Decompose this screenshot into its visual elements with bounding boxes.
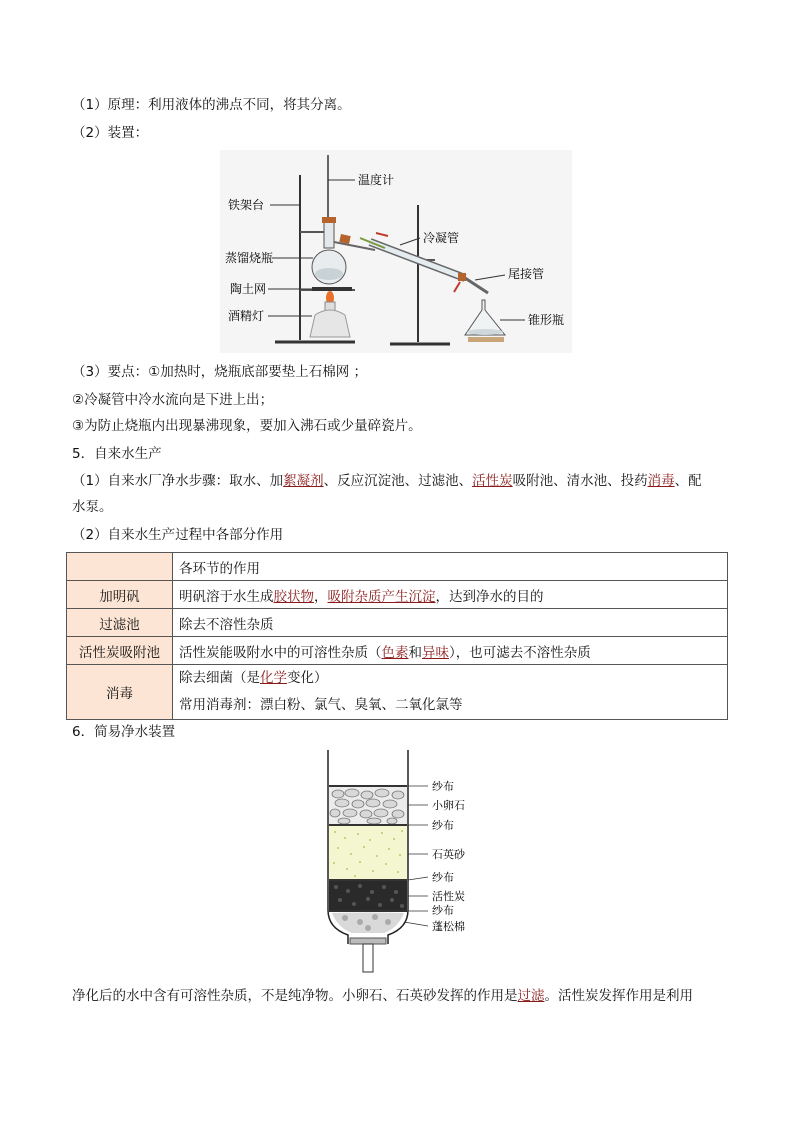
row-text-carbon bbox=[173, 637, 728, 665]
label-flask: 蒸馏烧瓶 bbox=[225, 251, 274, 265]
row-text-disinfect bbox=[173, 665, 728, 720]
steps-keyword-flocculant: 絮凝剂 bbox=[283, 473, 324, 489]
simple-purifier-diagram bbox=[320, 750, 480, 978]
principle-text: （1）原理：利用液体的沸点不同，将其分离。 bbox=[72, 97, 351, 113]
row-head-filter: 过滤池 bbox=[67, 609, 173, 637]
label-carbon: 活性炭 bbox=[432, 890, 465, 903]
label-adapter: 尾接管 bbox=[508, 267, 545, 281]
row-head-alum: 加明矾 bbox=[67, 581, 173, 609]
apparatus-heading: （2）装置： bbox=[72, 125, 149, 141]
disinfect-text-b: 变化） bbox=[287, 670, 328, 686]
alum-text-c: ，达到净水的目的 bbox=[435, 588, 544, 605]
carbon-text-b: 和 bbox=[408, 644, 422, 661]
table-row bbox=[67, 637, 728, 665]
label-pebbles: 小卵石 bbox=[432, 799, 465, 812]
steps-part-e: 水泵。 bbox=[72, 499, 113, 515]
steps-part-d: 、配 bbox=[674, 473, 702, 489]
table-row bbox=[67, 581, 728, 609]
steps-part-b: 、反应沉淀池、过滤池、 bbox=[323, 473, 473, 489]
label-gauze-1: 纱布 bbox=[432, 780, 454, 793]
disinfect-keyword-chemical: 化学 bbox=[260, 670, 287, 686]
row-head-disinfect: 消毒 bbox=[67, 665, 173, 720]
row-text-filter: 除去不溶性杂质 bbox=[173, 609, 728, 637]
alum-text-b: ， bbox=[314, 588, 328, 605]
steps-part-c: 吸附池、清水池、投药 bbox=[512, 473, 648, 489]
label-conical-flask: 锥形瓶 bbox=[528, 313, 565, 327]
points-1: （3）要点：①加热时，烧瓶底部要垫上石棉网 ； bbox=[72, 364, 367, 380]
label-lamp: 酒精灯 bbox=[228, 309, 265, 323]
label-condenser: 冷凝管 bbox=[423, 231, 460, 245]
label-gauze-2: 纱布 bbox=[432, 819, 454, 832]
alum-text-a: 明矾溶于水生成 bbox=[179, 588, 274, 605]
table-row bbox=[67, 665, 728, 720]
carbon-keyword-pigment: 色素 bbox=[381, 644, 409, 661]
table-row bbox=[67, 609, 728, 637]
label-gauze-3: 纱布 bbox=[432, 871, 454, 884]
points-2: ②冷凝管中冷水流向是下进上出； bbox=[72, 392, 274, 408]
alum-keyword-colloid: 胶状物 bbox=[273, 588, 314, 605]
simple-purifier-heading: 6．简易净水装置 bbox=[72, 724, 176, 740]
points-3: ③为防止烧瓶内出现暴沸现象，要加入沸石或少量碎瓷片。 bbox=[72, 418, 422, 434]
distillation-diagram bbox=[220, 150, 572, 353]
label-iron-stand: 铁架台 bbox=[228, 198, 265, 212]
alum-keyword-adsorb: 吸附杂质产生沉淀 bbox=[327, 588, 436, 605]
row-head-carbon: 活性炭吸附池 bbox=[67, 637, 173, 665]
table-corner-cell bbox=[67, 553, 173, 581]
disinfect-line-2: 常用消毒剂：漂白粉、氯气、臭氧、二氧化氯等 bbox=[179, 697, 463, 713]
label-cotton: 蓬松棉 bbox=[432, 920, 465, 933]
row-text-alum bbox=[173, 581, 728, 609]
conclusion-text-a: 净化后的水中含有可溶性杂质，不是纯净物。小卵石、石英砂发挥的作用是 bbox=[72, 988, 518, 1004]
purifier-conclusion bbox=[72, 986, 693, 1006]
tap-water-steps bbox=[72, 471, 702, 491]
label-gauze: 陶土网 bbox=[230, 282, 267, 296]
steps-keyword-carbon: 活性炭 bbox=[472, 473, 513, 489]
label-quartz: 石英砂 bbox=[432, 848, 465, 861]
process-table bbox=[66, 552, 728, 720]
tap-water-heading: 5．自来水生产 bbox=[72, 446, 162, 462]
disinfect-line-1 bbox=[173, 665, 727, 692]
disinfect-text-a: 除去细菌（是 bbox=[179, 670, 260, 686]
label-gauze-4: 纱布 bbox=[432, 904, 454, 917]
carbon-keyword-odor: 异味 bbox=[422, 644, 449, 661]
steps-part-a: （1）自来水厂净水步骤：取水、加 bbox=[72, 473, 284, 489]
conclusion-keyword-filter: 过滤 bbox=[517, 988, 545, 1004]
label-thermometer: 温度计 bbox=[358, 173, 395, 187]
conclusion-text-b: 。活性炭发挥作用是利用 bbox=[544, 988, 693, 1004]
carbon-text-c: ），也可滤去不溶性杂质 bbox=[449, 644, 591, 661]
carbon-text-a: 活性炭能吸附水中的可溶性杂质（ bbox=[179, 644, 382, 661]
table-heading: （2）自来水生产过程中各部分作用 bbox=[72, 527, 284, 543]
steps-keyword-disinfect: 消毒 bbox=[647, 473, 675, 489]
table-row bbox=[67, 553, 728, 581]
table-header-right: 各环节的作用 bbox=[173, 553, 728, 581]
